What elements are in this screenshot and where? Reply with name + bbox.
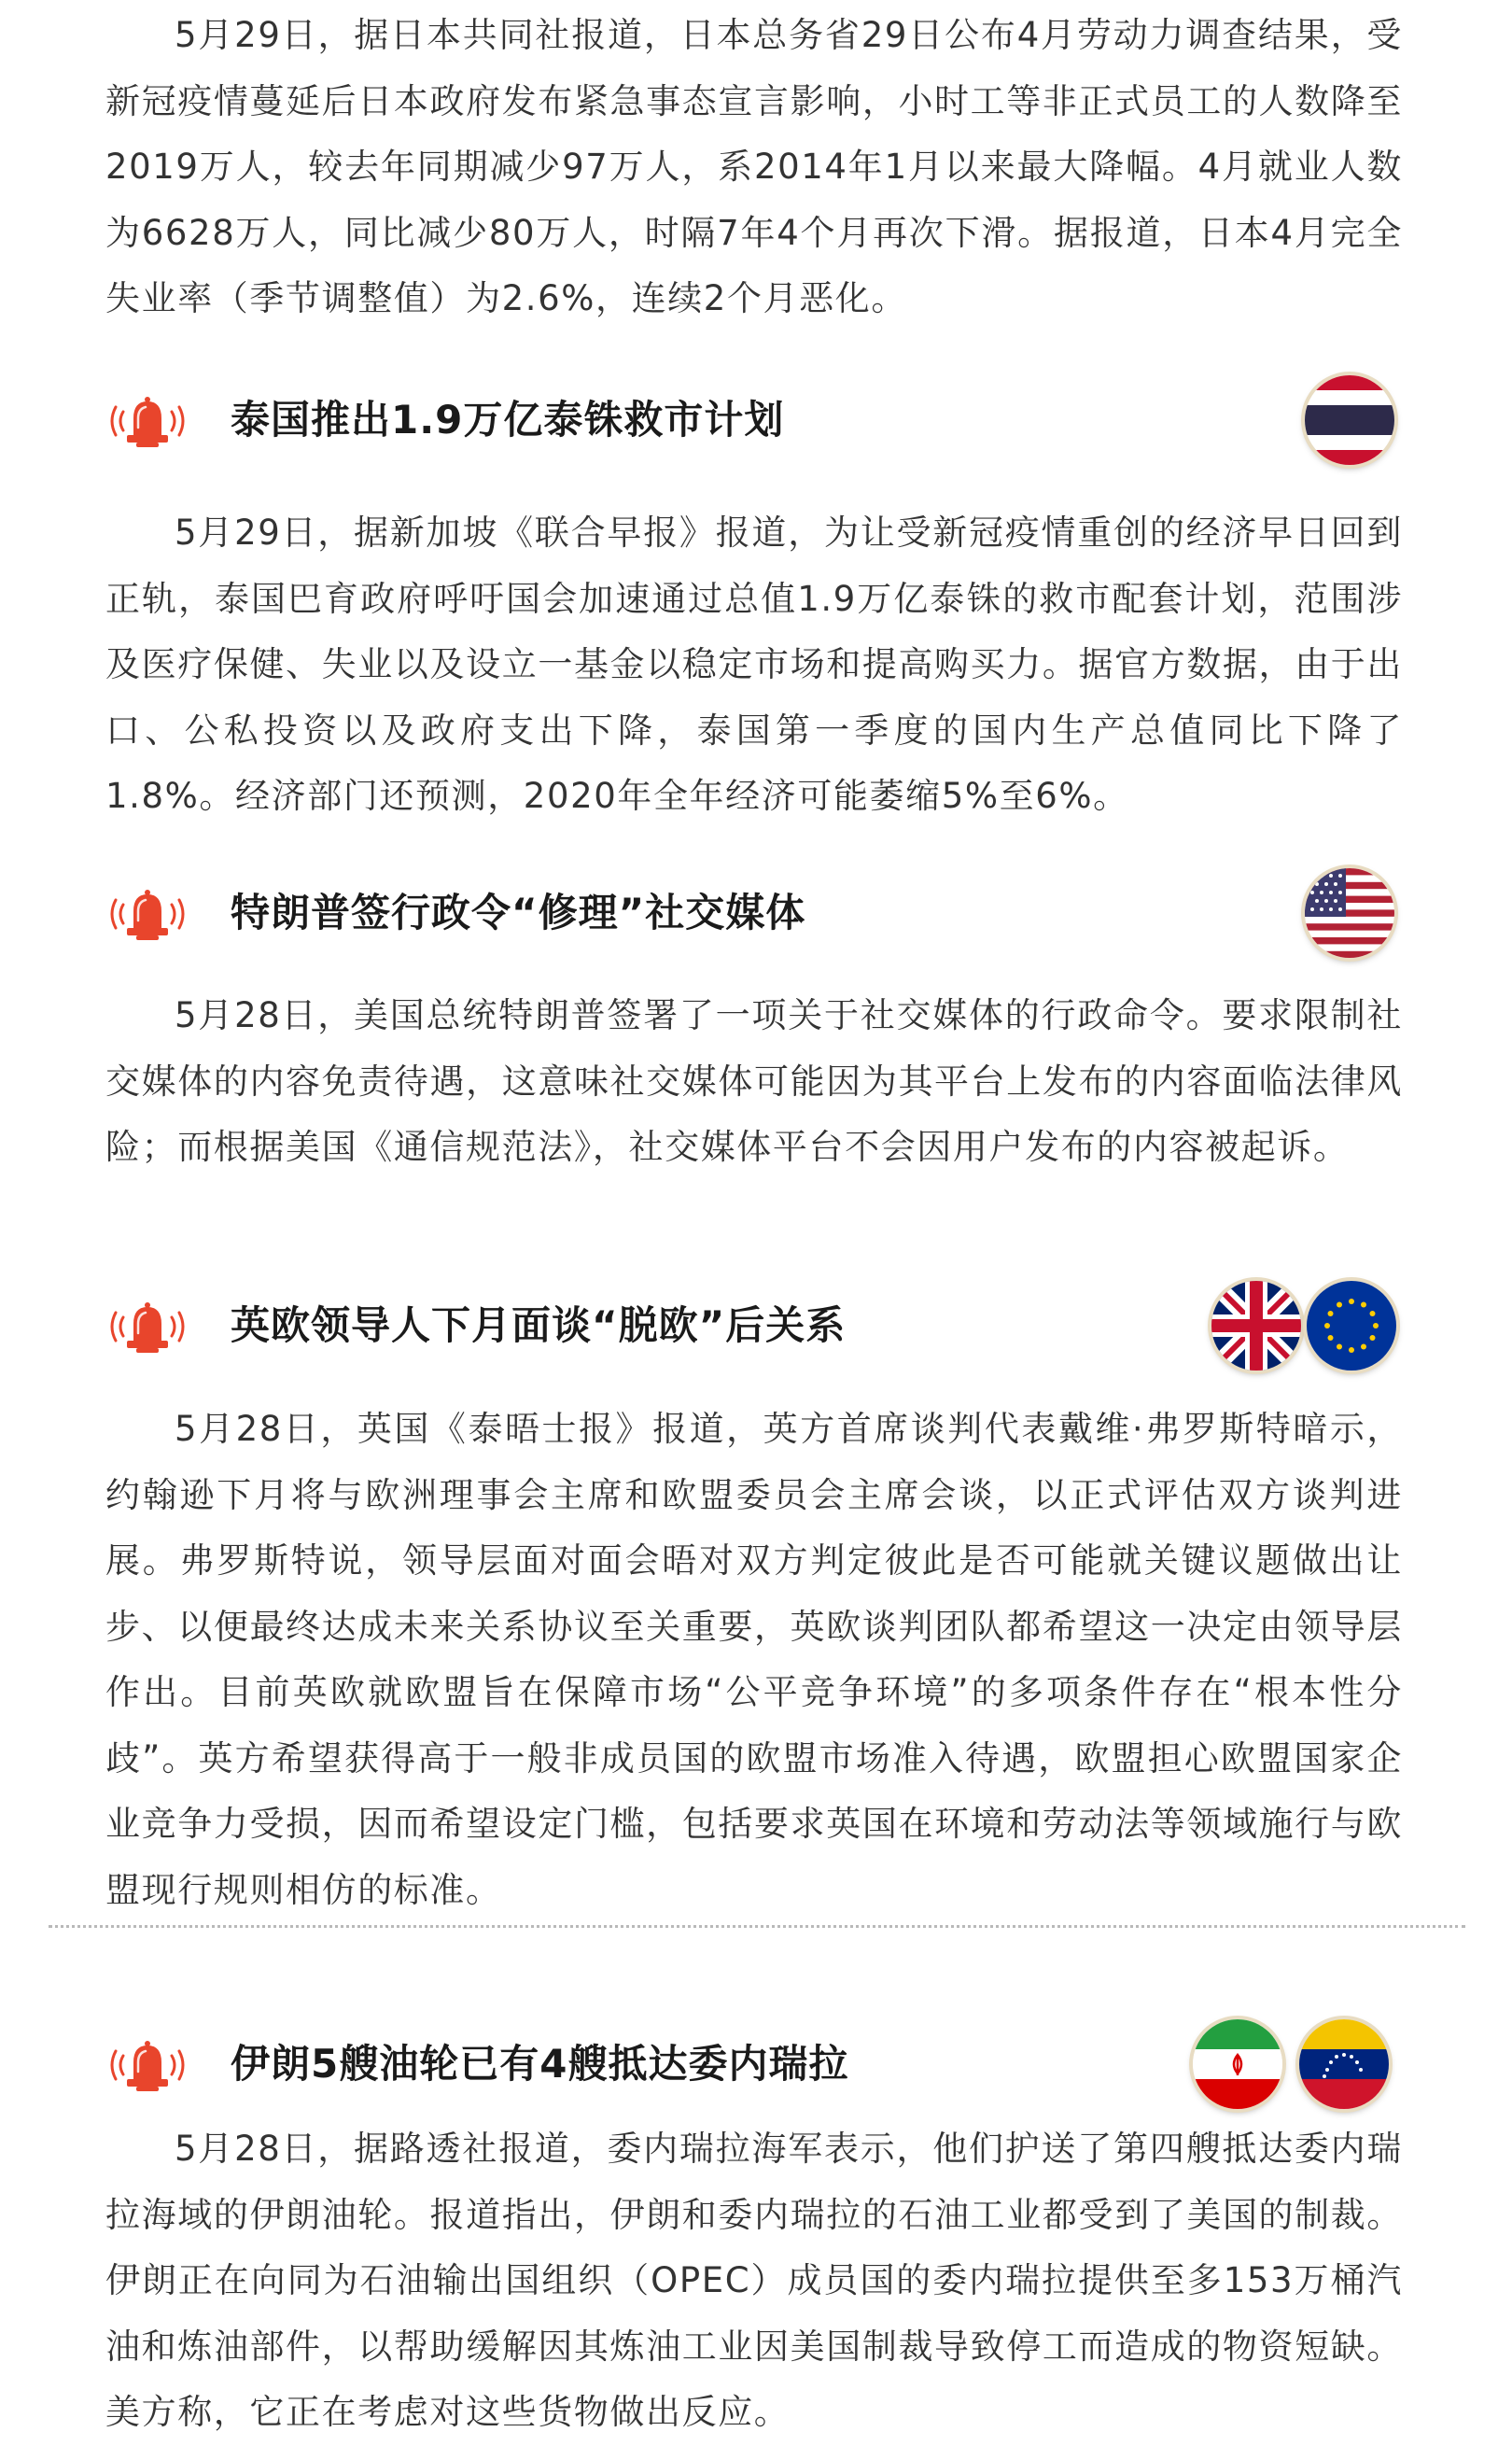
thailand-flag-icon <box>1305 375 1394 465</box>
iran-flag-icon <box>1193 2019 1282 2109</box>
eu-flag-icon <box>1307 1281 1396 1371</box>
section-body-usa: 5月28日，美国总统特朗普签署了一项关于社交媒体的行政命令。要求限制社交媒体的内容免责待遇，这意味社交媒体可能因为其平台上发布的内容面临法律风险；而根据美国《通信规范法》，社交媒体平台不会因用户发布的内容被起诉。 <box>105 995 1403 1167</box>
section-body-iran-venezuela: 5月28日，据路透社报道，委内瑞拉海军表示，他们护送了第四艘抵达委内瑞拉海域的伊朗油轮。报道指出，伊朗和委内瑞拉的石油工业都受到了美国的制裁。伊朗正在向同为石油输出国组织（OPEC）成员国的委内瑞拉提供至多153万桶汽油和炼油部件，以帮助缓解因其炼油工业因美国制裁导致停工而造成的物资短缺。美方称，它正在考虑对这些货物做出反应。 <box>105 2129 1403 2432</box>
section-divider <box>49 1925 1465 1928</box>
section-body-thailand: 5月29日，据新加坡《联合早报》报道，为让受新冠疫情重创的经济早日回到正轨，泰国巴育政府呼吁国会加速通过总值1.9万亿泰铢的救市配套计划，范围涉及医疗保健、失业以及设立一基金以稳定市场和提高购买力。据官方数据，由于出口、公私投资以及政府支出下降，泰国第一季度的国内生产总值同比下降了1.8%。经济部门还预测，2020年全年经济可能萎缩5%至6%。 <box>105 513 1403 816</box>
alarm-bell-icon <box>103 388 192 454</box>
venezuela-flag-icon <box>1299 2019 1389 2109</box>
section-title: 特朗普签行政令“修理”社交媒体 <box>231 890 806 935</box>
section-heading-uk-eu <box>103 1281 1409 1374</box>
uk-flag-icon <box>1211 1281 1301 1371</box>
intro-paragraph: 5月29日，据日本共同社报道，日本总务省29日公布4月劳动力调查结果，受新冠疫情蔓延后日本政府发布紧急事态宣言影响，小时工等非正式员工的人数降至2019万人，较去年同期减少97万人，系2014年1月以来最大降幅。4月就业人数为6628万人，同比减少80万人，时隔7年4个月再次下滑。据报道，日本4月完全失业率（季节调整值）为2.6%，连续2个月恶化。 <box>105 15 1403 318</box>
section-heading-thailand <box>103 375 1409 469</box>
section-title: 伊朗5艘油轮已有4艘抵达委内瑞拉 <box>231 2041 849 2087</box>
alarm-bell-icon <box>103 1294 192 1359</box>
section-body-uk-eu: 5月28日，英国《泰晤士报》报道，英方首席谈判代表戴维·弗罗斯特暗示，约翰逊下月将与欧洲理事会主席和欧盟委员会主席会谈，以正式评估双方谈判进展。弗罗斯特说，领导层面对面会晤对双方判定彼此是否可能就关键议题做出让步、以便最终达成未来关系协议至关重要，英欧谈判团队都希望这一决定由领导层作出。目前英欧就欧盟旨在保障市场“公平竞争环境”的多项条件存在“根本性分歧”。英方希望获得高于一般非成员国的欧盟市场准入待遇，欧盟担心欧盟国家企业竞争力受损，因而希望设定门槛，包括要求英国在环境和劳动法等领域施行与欧盟现行规则相仿的标准。 <box>105 1409 1403 1910</box>
section-title: 英欧领导人下月面谈“脱欧”后关系 <box>231 1302 847 1348</box>
section-heading-usa <box>103 868 1409 962</box>
section-title: 泰国推出1.9万亿泰铢救市计划 <box>231 397 785 443</box>
alarm-bell-icon <box>103 881 192 947</box>
alarm-bell-icon <box>103 2032 192 2098</box>
usa-flag-icon <box>1305 868 1394 958</box>
section-heading-iran-venezuela <box>103 2019 1409 2113</box>
